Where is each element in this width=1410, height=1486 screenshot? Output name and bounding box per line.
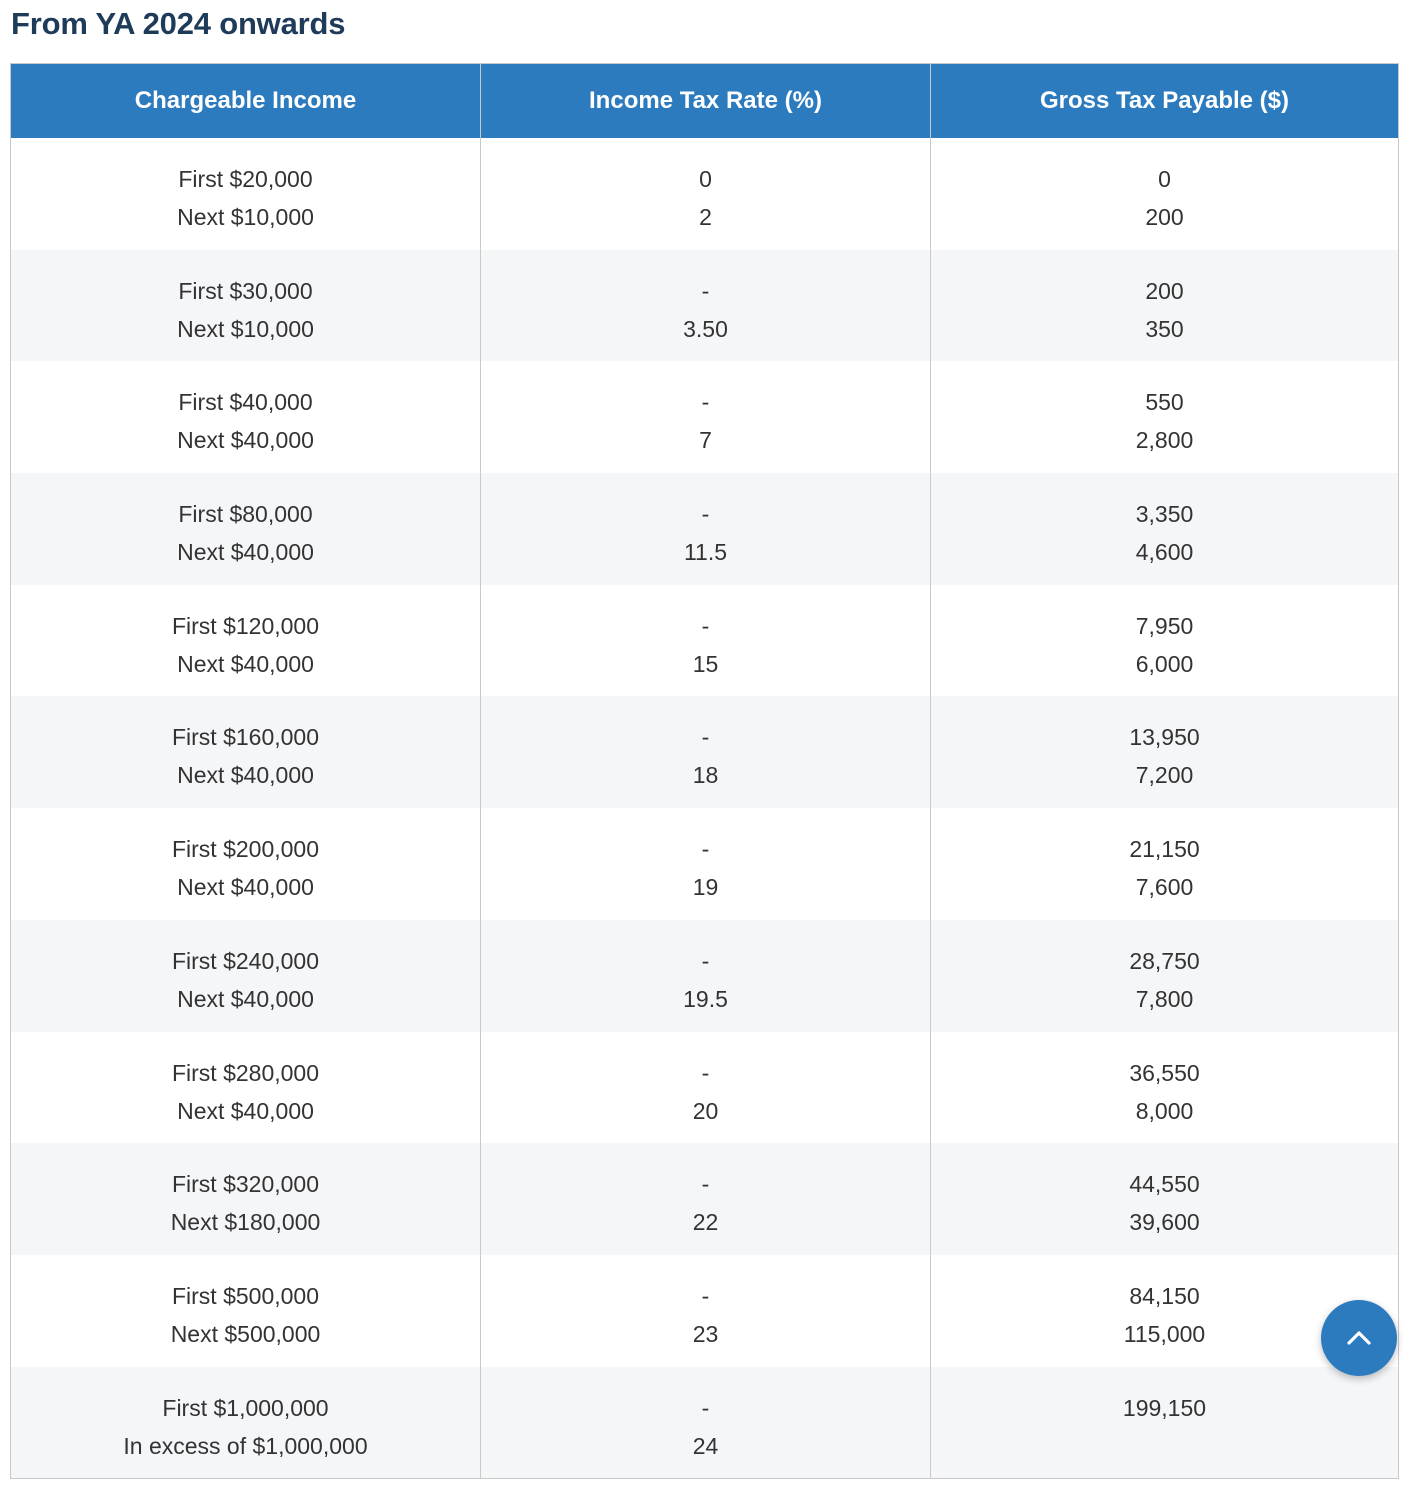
- gross-tax-payable-value: 550: [1145, 389, 1184, 416]
- chargeable-income-value: First $40,000: [178, 389, 313, 416]
- chargeable-income-cell: [11, 361, 481, 473]
- tax-rate-value: -: [701, 724, 710, 751]
- gross-tax-payable-value: 0: [1158, 166, 1171, 192]
- chargeable-income-value: First $200,000: [171, 836, 320, 863]
- page-title: From YA 2024 onwards: [11, 6, 346, 41]
- table-row: [11, 138, 1399, 250]
- chargeable-income-value: First $80,000: [178, 501, 313, 528]
- gross-tax-payable-cell: [931, 585, 1399, 697]
- chargeable-income-cell: [11, 808, 481, 920]
- tax-rate-value: -: [701, 1282, 710, 1309]
- tax-rate-cell: [481, 585, 931, 697]
- gross-tax-payable-value: 7,950: [1135, 612, 1194, 639]
- tax-rate-cell: [481, 361, 931, 473]
- gross-tax-payable-value: 44,550: [1129, 1171, 1200, 1198]
- tax-rate-value: 22: [692, 1209, 719, 1236]
- table-row: [11, 1032, 1399, 1144]
- tax-rate-table: [10, 63, 1399, 1479]
- gross-tax-payable-value: 3,350: [1135, 501, 1194, 528]
- chargeable-income-cell: [11, 138, 481, 250]
- gross-tax-payable-value: 84,150: [1129, 1282, 1200, 1309]
- chargeable-income-cell: [11, 585, 481, 697]
- chargeable-income-cell: [11, 696, 481, 808]
- tax-rate-cell: [481, 1143, 931, 1255]
- chargeable-income-value: Next $40,000: [177, 650, 314, 677]
- tax-rate-cell: [481, 808, 931, 920]
- chargeable-income-value: Next $10,000: [177, 315, 314, 342]
- gross-tax-payable-value: 200: [1145, 277, 1184, 304]
- chargeable-income-value: Next $40,000: [177, 427, 314, 454]
- table-row: [11, 1367, 1399, 1479]
- chargeable-income-value: First $240,000: [171, 947, 320, 974]
- table-header-row: [11, 64, 1399, 139]
- gross-tax-payable-value: 39,600: [1129, 1209, 1200, 1236]
- tax-rate-value: 11.5: [683, 539, 728, 566]
- gross-tax-payable-cell: [931, 808, 1399, 920]
- table-row: [11, 585, 1399, 697]
- table-row: [11, 808, 1399, 920]
- gross-tax-payable-cell: [931, 250, 1399, 362]
- tax-rate-cell: [481, 138, 931, 250]
- chargeable-income-value: In excess of $1,000,000: [123, 1432, 368, 1459]
- column-header-income-tax-rate: Income Tax Rate (%): [481, 64, 931, 139]
- tax-rate-value: -: [701, 1171, 710, 1198]
- column-header-gross-tax-payable: Gross Tax Payable ($): [931, 64, 1399, 139]
- tax-rate-cell: [481, 920, 931, 1032]
- chargeable-income-cell: [11, 250, 481, 362]
- tax-rate-cell: [481, 1367, 931, 1479]
- tax-rate-value: 0: [699, 166, 712, 192]
- chargeable-income-value: First $1,000,000: [162, 1394, 329, 1421]
- table-row: [11, 1143, 1399, 1255]
- tax-rate-value: 3.50: [683, 315, 728, 342]
- gross-tax-payable-value: [931, 1427, 1398, 1465]
- chargeable-income-value: Next $40,000: [177, 985, 314, 1012]
- tax-rate-value: -: [701, 501, 710, 528]
- tax-rate-value: -: [701, 1059, 710, 1086]
- table-row: [11, 920, 1399, 1032]
- gross-tax-payable-value: 21,150: [1129, 836, 1200, 863]
- tax-rate-value: -: [701, 612, 710, 639]
- chargeable-income-value: First $500,000: [171, 1282, 320, 1309]
- gross-tax-payable-cell: [931, 920, 1399, 1032]
- tax-rate-value: -: [701, 947, 710, 974]
- gross-tax-payable-cell: [931, 696, 1399, 808]
- gross-tax-payable-value: 13,950: [1129, 724, 1200, 751]
- tax-rate-value: -: [701, 836, 710, 863]
- gross-tax-payable-value: 115,000: [1123, 1320, 1206, 1347]
- gross-tax-payable-value: 4,600: [1135, 539, 1194, 566]
- gross-tax-payable-value: 7,800: [1135, 985, 1194, 1012]
- chargeable-income-value: Next $40,000: [177, 539, 314, 566]
- chargeable-income-value: Next $40,000: [177, 762, 314, 789]
- gross-tax-payable-value: 350: [1145, 315, 1184, 342]
- gross-tax-payable-cell: [931, 1032, 1399, 1144]
- gross-tax-payable-cell: [931, 473, 1399, 585]
- chargeable-income-value: Next $500,000: [170, 1320, 321, 1347]
- gross-tax-payable-value: 200: [1145, 204, 1184, 230]
- chevron-up-icon: [1346, 1330, 1372, 1346]
- gross-tax-payable-value: 199,150: [1122, 1394, 1207, 1421]
- chargeable-income-cell: [11, 1255, 481, 1367]
- tax-rate-cell: [481, 1032, 931, 1144]
- gross-tax-payable-value: 8,000: [1135, 1097, 1194, 1124]
- gross-tax-payable-cell: [931, 138, 1399, 250]
- tax-rate-value: 20: [692, 1097, 719, 1124]
- tax-rate-value: 23: [692, 1320, 719, 1347]
- chargeable-income-value: Next $180,000: [170, 1209, 321, 1236]
- chargeable-income-value: First $120,000: [171, 612, 320, 639]
- gross-tax-payable-value: 2,800: [1135, 427, 1194, 454]
- table-row: [11, 696, 1399, 808]
- tax-rate-value: 24: [692, 1432, 719, 1459]
- gross-tax-payable-value: 28,750: [1129, 947, 1200, 974]
- chargeable-income-cell: [11, 1032, 481, 1144]
- chargeable-income-value: Next $40,000: [177, 874, 314, 901]
- chargeable-income-cell: [11, 1367, 481, 1479]
- table-row: [11, 361, 1399, 473]
- tax-rate-value: -: [701, 1394, 710, 1421]
- tax-rate-value: 15: [692, 650, 719, 677]
- tax-rate-value: 19.5: [683, 985, 728, 1012]
- gross-tax-payable-cell: [931, 1367, 1399, 1479]
- gross-tax-payable-cell: [931, 361, 1399, 473]
- tax-rate-cell: [481, 250, 931, 362]
- table-row: [11, 250, 1399, 362]
- table-row: [11, 1255, 1399, 1367]
- gross-tax-payable-value: 7,600: [1135, 874, 1194, 901]
- chargeable-income-cell: [11, 473, 481, 585]
- chargeable-income-value: First $320,000: [171, 1171, 320, 1198]
- chargeable-income-value: Next $40,000: [177, 1097, 314, 1124]
- tax-rate-cell: [481, 696, 931, 808]
- chargeable-income-value: First $20,000: [178, 166, 313, 192]
- chargeable-income-value: First $30,000: [178, 277, 313, 304]
- chargeable-income-value: Next $10,000: [177, 204, 314, 230]
- table-row: [11, 473, 1399, 585]
- tax-rate-value: 19: [692, 874, 719, 901]
- gross-tax-payable-value: 7,200: [1135, 762, 1194, 789]
- column-header-chargeable-income: Chargeable Income: [11, 64, 481, 139]
- gross-tax-payable-value: 36,550: [1129, 1059, 1200, 1086]
- tax-rate-value: 2: [699, 204, 712, 230]
- tax-rate-value: 18: [692, 762, 719, 789]
- scroll-to-top-button[interactable]: [1321, 1300, 1397, 1376]
- gross-tax-payable-value: 6,000: [1135, 650, 1194, 677]
- tax-rate-cell: [481, 1255, 931, 1367]
- chargeable-income-value: First $280,000: [171, 1059, 320, 1086]
- tax-rate-value: -: [701, 277, 710, 304]
- chargeable-income-cell: [11, 1143, 481, 1255]
- table-body: [11, 138, 1399, 1479]
- chargeable-income-cell: [11, 920, 481, 1032]
- gross-tax-payable-cell: [931, 1143, 1399, 1255]
- tax-rate-value: 7: [699, 427, 712, 454]
- tax-rate-cell: [481, 473, 931, 585]
- chargeable-income-value: First $160,000: [171, 724, 320, 751]
- tax-rate-value: -: [701, 389, 710, 416]
